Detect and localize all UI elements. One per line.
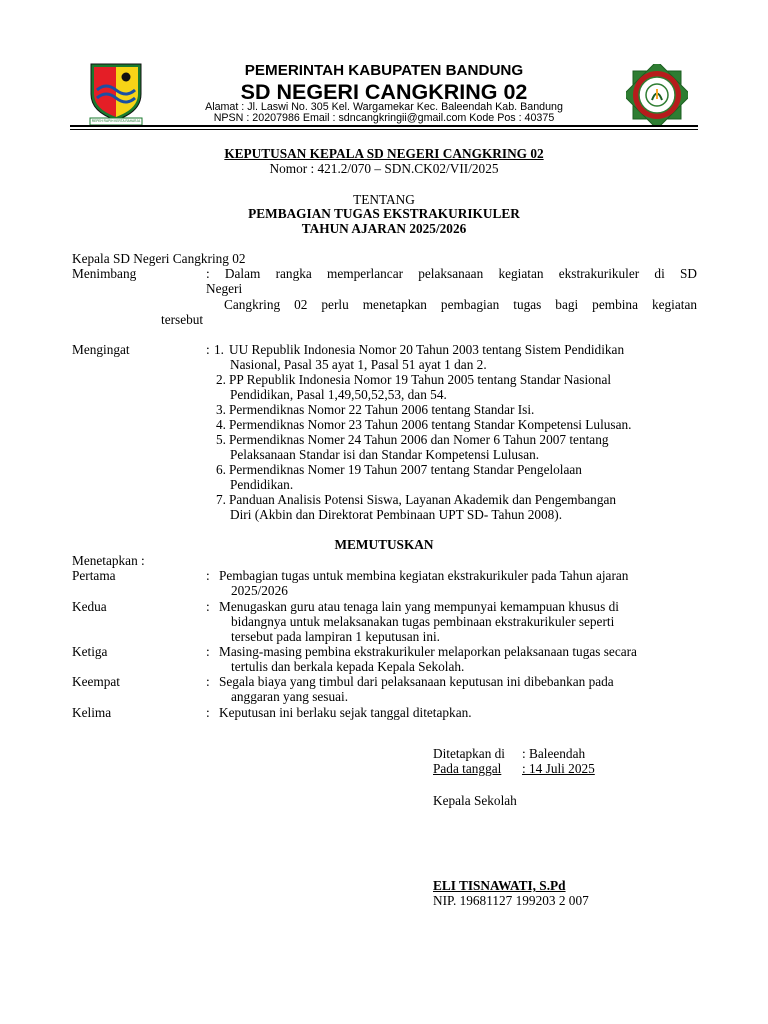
government-name: PEMERINTAH KABUPATEN BANDUNG [244,62,524,79]
left-logo-motto: REPEH RAPIH KERTA RAHARJA [91,119,141,123]
menimbang-text: : Dalam rangka memperlancar pelaksanaan kegiatan ekstrakurikuler di SD [206,266,697,281]
menetapkan-item-text: Pembagian tugas untuk membina kegiatan ekstrakurikuler pada Tahun ajaran [219,568,629,583]
memutuskan-heading: MEMUTUSKAN [334,537,434,552]
menetapkan-item-label: Kelima [72,705,112,720]
menetapkan-item-text: Segala biaya yang timbul dari pelaksanaan keputusan ini dibebankan pada [219,674,614,689]
menetapkan-item-label: Kedua [72,599,107,614]
menetapkan-item-label: Ketiga [72,644,108,659]
mengingat-item-number: 4. [216,417,226,432]
menetapkan-item-text: Keputusan ini berlaku sejak tanggal ditetapkan. [219,705,472,720]
mengingat-item-text-cont: Nasional, Pasal 35 ayat 1, Pasal 51 ayat 1 dan 2. [230,357,487,372]
mengingat-item-number: 1. [214,342,224,357]
menetapkan-item-label: Pertama [72,568,116,583]
menimbang-text-cont: Negeri [206,281,243,296]
menimbang-label: Menimbang [72,266,137,281]
menimbang-text-cont3: tersebut [161,312,204,327]
mengingat-item-text: Permendiknas Nomer 24 Tahun 2006 dan Nomer 6 Tahun 2007 tentang [229,432,609,447]
menetapkan-item-text: tertulis dan berkala kepada Kepala Sekolah. [231,659,465,674]
mengingat-item-text: Permendiknas Nomor 22 Tahun 2006 tentang Standar Isi. [229,402,535,417]
mengingat-item-text: Permendiknas Nomer 19 Tahun 2007 tentang Standar Pengelolaan [229,462,582,477]
menetapkan-item-colon: : [206,705,210,720]
signatory-name: ELI TISNAWATI, S.Pd [433,878,566,893]
mengingat-item-text-cont: Pelaksanaan Standar isi dan Standar Kompetensi Lulusan. [230,447,540,462]
menetapkan-label: Menetapkan : [72,553,145,568]
menetapkan-item-text: Menugaskan guru atau tenaga lain yang mempunyai kemampuan khusus di [219,599,619,614]
school-contact: NPSN : 20207986 Email : sdncangkringii@gmail.com Kode Pos : 40375 [213,112,555,124]
signature-block [433,746,693,776]
intro-line: Kepala SD Negeri Cangkring 02 [72,251,246,266]
place-value: : Baleendah [522,746,586,761]
menetapkan-item-colon: : [206,599,210,614]
mengingat-item-number: 5. [216,432,226,447]
mengingat-item-number: 6. [216,462,226,477]
mengingat-item-text: Permendiknas Nomor 23 Tahun 2006 tentang Standar Kompetensi Lulusan. [229,417,632,432]
mengingat-item-number: 2. [216,372,226,387]
menetapkan-item-text: Masing-masing pembina ekstrakurikuler melaporkan pelaksanaan tugas secara [219,644,637,659]
tentang-label: TENTANG [353,192,415,207]
school-address: Alamat : Jl. Laswi No. 305 Kel. Wargamekar Kec. Baleendah Kab. Bandung [205,101,563,113]
mengingat-label: Mengingat [72,342,130,357]
mengingat-item-text-cont: Diri (Akbin dan Direktorat Pembinaan UPT SD- Tahun 2008). [230,507,563,522]
menimbang-text-cont2: Cangkring 02 perlu menetapkan pembagian tugas bagi pembina kegiatan [224,297,697,312]
signature-position: Kepala Sekolah [433,793,517,808]
menetapkan-item-text: anggaran yang sesuai. [231,689,349,704]
date-value: : 14 Juli 2025 [522,761,595,776]
decree-subject-year: TAHUN AJARAN 2025/2026 [301,221,467,236]
mengingat-item-text-cont: Pendidikan, Pasal 1,49,50,52,53, dan 54. [230,387,447,402]
place-label: Ditetapkan di [433,746,506,761]
letterhead-divider [70,125,698,127]
menetapkan-item-text: tersebut pada lampiran 1 keputusan ini. [231,629,440,644]
decree-heading: KEPUTUSAN KEPALA SD NEGERI CANGKRING 02 [224,146,544,161]
menetapkan-item-text: bidangnya untuk melaksanakan tugas pembinaan ekstrakurikuler seperti [231,614,615,629]
signatory-nip: NIP. 19681127 199203 2 007 [433,893,589,908]
letterhead-divider-thin [70,129,698,130]
mengingat-item-text: Panduan Analisis Potensi Siswa, Layanan Akademik dan Pengembangan [229,492,617,507]
menetapkan-item-colon: : [206,674,210,689]
menetapkan-item-label: Keempat [72,674,120,689]
decree-number: Nomor : 421.2/070 – SDN.CK02/VII/2025 [269,161,499,176]
menetapkan-item-text: 2025/2026 [231,583,288,598]
mengingat-item-text: UU Republik Indonesia Nomor 20 Tahun 2003 tentang Sistem Pendidikan [229,342,625,357]
menetapkan-item-colon: : [206,568,210,583]
menetapkan-item-colon: : [206,644,210,659]
decree-subject: PEMBAGIAN TUGAS EKSTRAKURIKULER [248,206,520,221]
date-label: Pada tanggal [433,761,502,776]
mengingat-item-text: PP Republik Indonesia Nomor 19 Tahun 2005 tentang Standar Nasional [229,372,612,387]
mengingat-colon: : [206,342,210,357]
school-name: SD NEGERI CANGKRING 02 [240,80,528,104]
mengingat-item-number: 7. [216,492,226,507]
mengingat-item-text-cont: Pendidikan. [230,477,294,492]
mengingat-item-number: 3. [216,402,226,417]
